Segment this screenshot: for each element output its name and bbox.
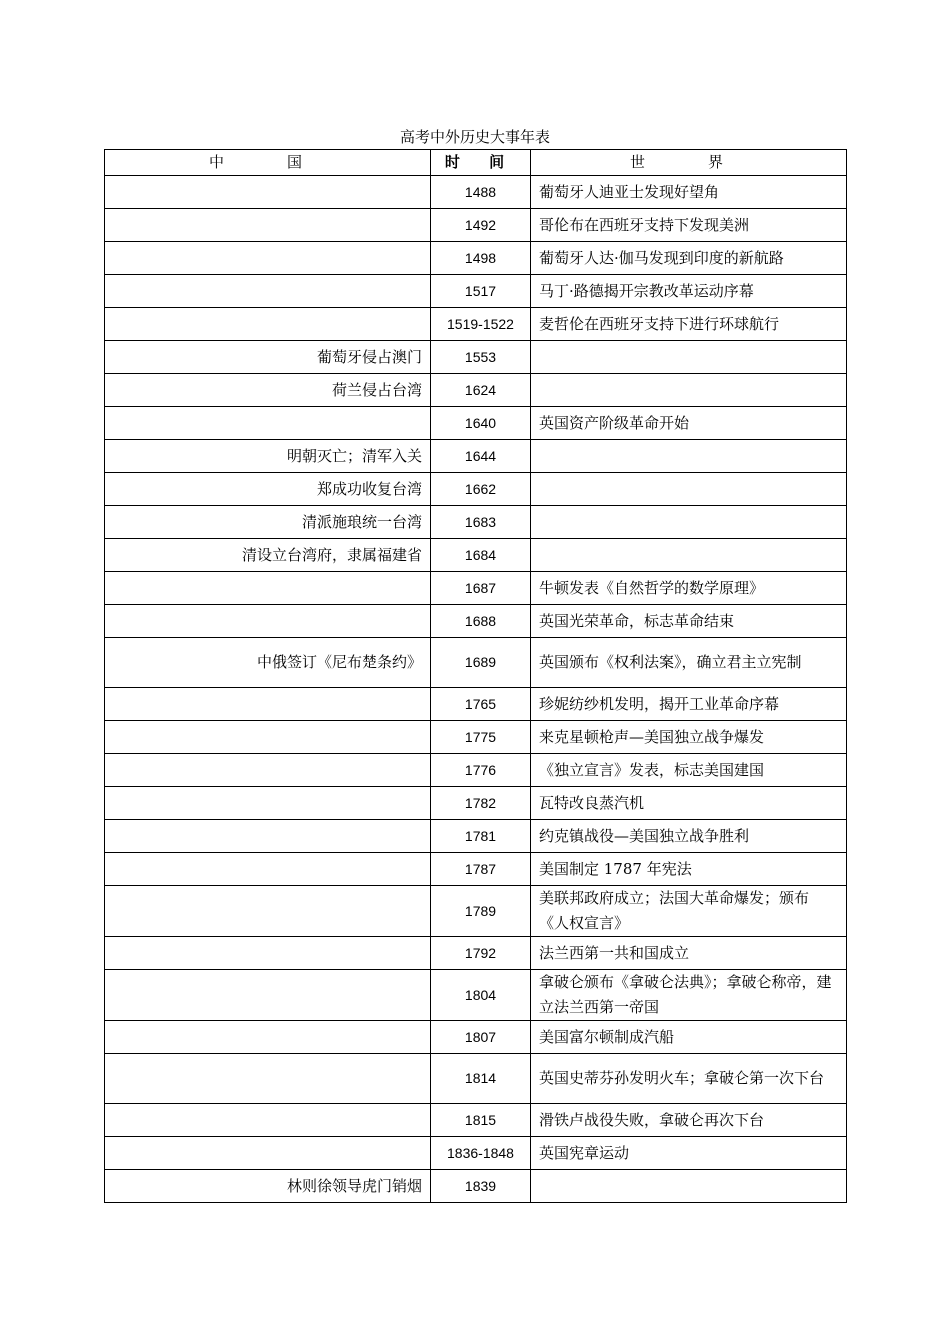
year-cell: 1519-1522: [431, 308, 531, 341]
china-event-cell: [105, 176, 431, 209]
china-event-cell: [105, 209, 431, 242]
year-cell: 1775: [431, 721, 531, 754]
year-cell: 1839: [431, 1170, 531, 1203]
year-cell: 1787: [431, 853, 531, 886]
table-row: [105, 937, 847, 970]
year-cell: 1662: [431, 473, 531, 506]
china-event-cell: [105, 787, 431, 820]
world-event-cell: 瓦特改良蒸汽机: [531, 787, 847, 820]
world-event-cell: 约克镇战役—美国独立战争胜利: [531, 820, 847, 853]
china-event-cell: [105, 275, 431, 308]
world-event-cell: 英国宪章运动: [531, 1137, 847, 1170]
world-event-cell: [531, 473, 847, 506]
world-event-cell: 英国光荣革命，标志革命结束: [531, 605, 847, 638]
table-row: [105, 721, 847, 754]
table-row: [105, 688, 847, 721]
table-row: [105, 506, 847, 539]
world-event-cell: 美国富尔顿制成汽船: [531, 1021, 847, 1054]
year-cell: 1624: [431, 374, 531, 407]
world-event-cell: 珍妮纺纱机发明，揭开工业革命序幕: [531, 688, 847, 721]
year-cell: 1640: [431, 407, 531, 440]
table-row: [105, 820, 847, 853]
china-event-cell: [105, 242, 431, 275]
header-china: 中 国: [105, 150, 431, 176]
china-event-cell: 清派施琅统一台湾: [105, 506, 431, 539]
china-event-cell: [105, 407, 431, 440]
table-row: [105, 1104, 847, 1137]
history-timeline-table: [104, 149, 847, 1203]
table-row: [105, 209, 847, 242]
year-cell: 1553: [431, 341, 531, 374]
header-time: 时 间: [431, 150, 531, 176]
china-event-cell: 郑成功收复台湾: [105, 473, 431, 506]
china-event-cell: [105, 1021, 431, 1054]
world-event-cell: [531, 539, 847, 572]
world-event-cell: 葡萄牙人迪亚士发现好望角: [531, 176, 847, 209]
table-row: [105, 242, 847, 275]
world-event-cell: 葡萄牙人达·伽马发现到印度的新航路: [531, 242, 847, 275]
header-world: 世 界: [531, 150, 847, 176]
year-cell: 1776: [431, 754, 531, 787]
year-cell: 1517: [431, 275, 531, 308]
year-cell: 1815: [431, 1104, 531, 1137]
table-row: [105, 1137, 847, 1170]
world-event-cell: [531, 506, 847, 539]
china-event-cell: [105, 721, 431, 754]
year-cell: 1687: [431, 572, 531, 605]
china-event-cell: 清设立台湾府，隶属福建省: [105, 539, 431, 572]
year-cell: 1765: [431, 688, 531, 721]
table-row: [105, 440, 847, 473]
world-event-cell: 来克星顿枪声—美国独立战争爆发: [531, 721, 847, 754]
world-event-cell: 拿破仑颁布《拿破仑法典》；拿破仑称帝，建立法兰西第一帝国: [531, 970, 847, 1021]
china-event-cell: [105, 970, 431, 1021]
year-cell: 1781: [431, 820, 531, 853]
world-event-cell: [531, 1170, 847, 1203]
page-title: 高考中外历史大事年表: [399, 128, 550, 146]
year-cell: 1807: [431, 1021, 531, 1054]
world-event-cell: 马丁·路德揭开宗教改革运动序幕: [531, 275, 847, 308]
china-event-cell: 荷兰侵占台湾: [105, 374, 431, 407]
table-row: [105, 1021, 847, 1054]
world-event-cell: 麦哲伦在西班牙支持下进行环球航行: [531, 308, 847, 341]
table-row: [105, 176, 847, 209]
year-cell: 1683: [431, 506, 531, 539]
table-row: [105, 308, 847, 341]
table-row: [105, 605, 847, 638]
china-event-cell: [105, 605, 431, 638]
table-row: [105, 787, 847, 820]
year-cell: 1498: [431, 242, 531, 275]
table-row: [105, 275, 847, 308]
china-event-cell: 中俄签订《尼布楚条约》: [105, 638, 431, 688]
year-cell: 1492: [431, 209, 531, 242]
world-event-cell: 滑铁卢战役失败，拿破仑再次下台: [531, 1104, 847, 1137]
world-event-cell: [531, 374, 847, 407]
table-row: [105, 572, 847, 605]
china-event-cell: [105, 572, 431, 605]
china-event-cell: [105, 886, 431, 937]
year-cell: 1644: [431, 440, 531, 473]
year-cell: 1792: [431, 937, 531, 970]
world-event-cell: 美国制定 1787 年宪法: [531, 853, 847, 886]
year-cell: 1782: [431, 787, 531, 820]
table-row: [105, 754, 847, 787]
year-cell: 1688: [431, 605, 531, 638]
table-row: [105, 853, 847, 886]
year-cell: 1804: [431, 970, 531, 1021]
world-event-cell: 牛顿发表《自然哲学的数学原理》: [531, 572, 847, 605]
table-row: [105, 539, 847, 572]
table-row: [105, 638, 847, 688]
china-event-cell: [105, 1137, 431, 1170]
china-event-cell: [105, 754, 431, 787]
world-event-cell: 英国史蒂芬孙发明火车；拿破仑第一次下台: [531, 1054, 847, 1104]
year-cell: 1488: [431, 176, 531, 209]
china-event-cell: [105, 820, 431, 853]
china-event-cell: [105, 1054, 431, 1104]
year-cell: 1814: [431, 1054, 531, 1104]
year-cell: 1689: [431, 638, 531, 688]
china-event-cell: [105, 1104, 431, 1137]
china-event-cell: [105, 688, 431, 721]
china-event-cell: 明朝灭亡；清军入关: [105, 440, 431, 473]
table-row: [105, 374, 847, 407]
table-row: [105, 1054, 847, 1104]
china-event-cell: [105, 937, 431, 970]
table-row: [105, 473, 847, 506]
table-row: [105, 407, 847, 440]
world-event-cell: 《独立宣言》发表，标志美国建国: [531, 754, 847, 787]
table-row: [105, 341, 847, 374]
china-event-cell: [105, 853, 431, 886]
world-event-cell: 英国资产阶级革命开始: [531, 407, 847, 440]
year-cell: 1684: [431, 539, 531, 572]
china-event-cell: [105, 308, 431, 341]
world-event-cell: 英国颁布《权利法案》，确立君主立宪制: [531, 638, 847, 688]
table-header-row: [105, 150, 847, 176]
table-row: [105, 970, 847, 1021]
world-event-cell: [531, 341, 847, 374]
world-event-cell: [531, 440, 847, 473]
china-event-cell: 葡萄牙侵占澳门: [105, 341, 431, 374]
table-row: [105, 886, 847, 937]
china-event-cell: 林则徐领导虎门销烟: [105, 1170, 431, 1203]
year-cell: 1789: [431, 886, 531, 937]
world-event-cell: 法兰西第一共和国成立: [531, 937, 847, 970]
world-event-cell: 美联邦政府成立；法国大革命爆发；颁布《人权宣言》: [531, 886, 847, 937]
world-event-cell: 哥伦布在西班牙支持下发现美洲: [531, 209, 847, 242]
year-cell: 1836-1848: [431, 1137, 531, 1170]
table-row: [105, 1170, 847, 1203]
